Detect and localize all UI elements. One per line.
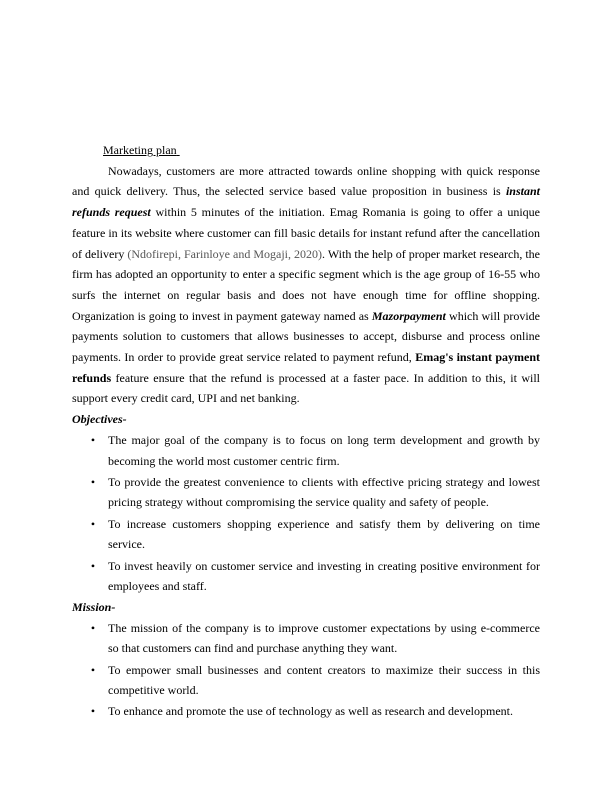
objectives-list (72, 430, 540, 597)
list-item (72, 472, 540, 513)
list-item-text: To provide the greatest convenience to clients with effective pricing strategy and lowest pricing strategy without compromising the service quality and safety of people. (108, 474, 540, 510)
list-item-text: To increase customers shopping experience and satisfy them by delivering on time service. (108, 516, 540, 552)
section-heading-marketing-plan (72, 140, 540, 161)
list-item-text: The mission of the company is to improve customer expectations by using e-commerce so that customers can find and purchase anything they want. (108, 620, 540, 656)
bullet-icon: • (90, 620, 96, 635)
list-item-text: To enhance and promote the use of technology as well as research and development. (108, 704, 514, 719)
intro-paragraph (72, 161, 540, 409)
intro-emphasis-instant-refunds: instant refunds request (72, 184, 540, 220)
bullet-icon: • (90, 516, 96, 531)
list-item (72, 430, 540, 471)
document-body (72, 140, 540, 722)
list-item (72, 618, 540, 659)
heading-text: Marketing plan (103, 143, 177, 157)
intro-text-4: which will provide payments solution to customers that allows businesses to accept, disburse and process online payments. In order to provide great service related to payment refund, (72, 308, 540, 365)
bullet-icon: • (90, 432, 96, 447)
citation: (Ndofirepi, Farinloye and Mogaji, 2020) (127, 246, 323, 261)
list-item-text: To invest heavily on customer service and investing in creating positive environment for employees and staff. (108, 558, 540, 594)
intro-text-1: Nowadays, customers are more attracted towards online shopping with quick response and quick delivery. Thus, the selected service based value proposition in business is (72, 163, 540, 199)
bullet-icon: • (90, 662, 96, 677)
list-item-text: The major goal of the company is to focus on long term development and growth by becoming the world most customer centric firm. (108, 432, 540, 468)
intro-text-2: within 5 minutes of the initiation. Emag Romania is going to offer a unique feature in its website where customer can fill basic details for instant refund after the cancellation of delivery (72, 205, 540, 261)
list-item (72, 701, 540, 722)
intro-text-5: feature ensure that the refund is processed at a faster pace. In addition to this, it will support every credit card, UPI and net banking. (72, 370, 540, 406)
mission-title: Mission- (72, 599, 116, 614)
list-item (72, 556, 540, 597)
list-item (72, 514, 540, 555)
intro-text-3: . With the help of proper market research, the firm has adopted an opportunity to enter a specific segment which is the age group of 16-55 who surfs the internet on regular basis and does not have enough time for offline shopping. Organization is going to invest in payment gateway named as (72, 246, 541, 323)
objectives-title: Objectives- (72, 412, 127, 427)
list-item (72, 660, 540, 701)
bullet-icon: • (90, 558, 96, 573)
list-item-text: To empower small businesses and content creators to maximize their success in this competitive world. (108, 662, 540, 698)
intro-strong-emag-refunds: Emag's instant payment refunds (72, 350, 541, 385)
mission-list (72, 618, 540, 723)
bullet-icon: • (90, 474, 96, 489)
bullet-icon: • (90, 704, 96, 719)
intro-emphasis-mazorpayment: Mazorpayment (371, 308, 446, 323)
